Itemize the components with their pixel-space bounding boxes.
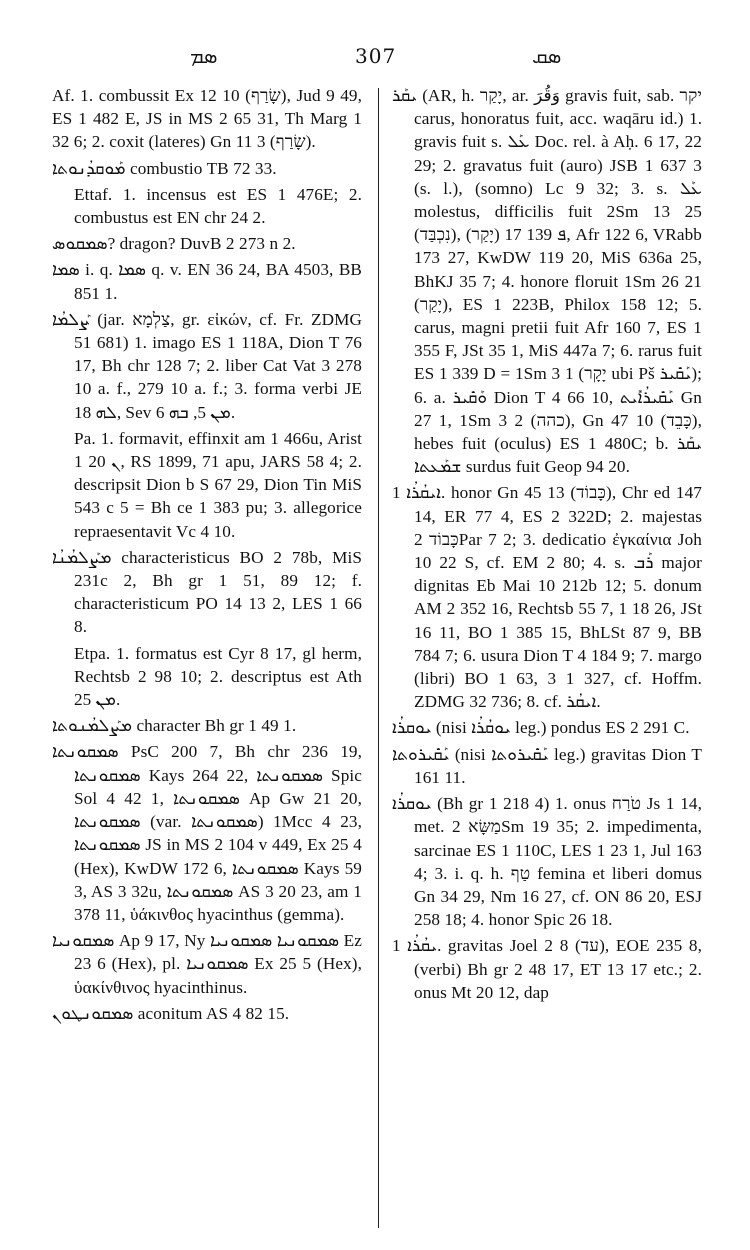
entry-paragraph: ܣܡܐ i. q. ܣܡܐ q. v. EN 36 24, BA 4503, BB 851 1. [52, 260, 362, 303]
left-column [52, 84, 362, 1028]
entry-paragraph: ܡܨܰܠܡܳܢܘܬܐ character Bh gr 1 49 1. [52, 716, 297, 736]
entry-paragraph: ܝܘܩܪܳܐ (Bh gr 1 218 4) 1. onus טֹרַח Js 1 14, met. מַשָּׂא 2Sm 19 35; 2. impedimenta, sarcinae ES 1 110C, LES 1 23 1, Jul 163 4; 3. i. q. h. טַף femina et liberi domus Gn 34 29, Nm 16 27, cf. ON 86 20, ESJ 258 18; 4. honor Spic 26 18. [392, 794, 703, 930]
page-number: 307 [355, 44, 397, 68]
entry-paragraph: Ettaf. 1. incensus est ES 1 476E; 2. combustus est EN chr 24 2. [74, 184, 362, 228]
entry-paragraph: Af. 1. combussit Ex 12 10 (שָׂרַף), Jud 9 49, ES 1 482 E, JS in MS 2 65 31, Th Marg 1 32 6; 2. coxit (lateres) Gn 11 3 (שָׂרַף). [52, 86, 362, 152]
entry-paragraph: ܣܡܩܘܢܬܐ PsC 200 7, Bh chr 236 19, ܣܡܩܘܢܬܐ Kays 264 22, ܣܡܩܘܢܬܐ Spic Sol 4 42 1, ܣܡܩܘܢܬܐ Ap Gw 21 20, ܣܡܩܘܢܬܐ (var. ܣܡܩܘܢܬܐ) 1Mcc 4 23, ܣܡܩܘܢܬܐ JS in MS 2 104 v 449, Ex 25 4 (Hex), KwDW 172 6, ܣܡܩܘܢܬܐ Kays 59 3, AS 3 32u, ܣܡܩܘܢܬܐ AS 3 20 23, am 1 378 11, ὑάκινθος hyacinthus (gemma). [52, 742, 362, 924]
entry-paragraph: ܝܩܳܪܳܐ 1. gravitas Joel 2 8 (עד), EOE 235 8, (verbi) Bh gr 2 48 17, ET 13 17 etc.; 2. onus Mt 20 12, dap [392, 936, 703, 1002]
entry-paragraph: ܣܡܩܘܢܛܘܢ aconitum AS 4 82 15. [52, 1003, 290, 1023]
entry-paragraph: Etpa. 1. formatus est Cyr 8 17, gl herm, Rechtsb 2 98 10; 2. descriptus est Ath ܡܢ 25. [74, 643, 362, 710]
entry-paragraph: ܡܰܘܩܕܳܢܘܬܐ combustio TB 72 33. [52, 158, 277, 178]
column-divider [378, 88, 379, 1228]
running-head-left: ܣܡ [190, 44, 218, 68]
right-column [392, 84, 702, 1007]
entry-paragraph: Pa. 1. formavit, effinxit am 1 466u, Arist 1 ܢ 20, RS 1899, 71 apu, JARS 58 4; 2. descripsit Dion b S 67 29, Dion Tin MiS 543 c 5 = Bh ce 1 383 pu; 3. allegorice repraesentavit Vc 4 10. [74, 428, 362, 541]
entry-paragraph: ܝܰܩܺܝܪܘܬܐ (nisi ܝܰܩܺܝܪܘܬܐ leg.) gravitas Dion T 161 11. [392, 744, 702, 787]
entry-paragraph: ܡܨܰܠܡܳܢܳܐ characteristicus BO 2 78b, MiS 231c 2, Bh gr 1 51, 89 12; f. characteristicum PO 14 13 2, LES 1 66 8. [52, 547, 362, 637]
running-head-right: ܣܩ [532, 44, 562, 68]
entry-paragraph: ܝܘܩܪܳܐ (nisi ܝܘܩܳܪܳܐ leg.) pondus ES 2 291 C. [392, 718, 690, 738]
entry-paragraph: ܝܩܰܪ (AR, h. יָקַר, ar. وَقُرَ gravis fuit, sab. יקר carus, honoratus fuit, acc. waqāru id.) 1. gravis fuit s. ܥܰܠ Doc. rel. à Aḥ. 6 17, 22 29; 2. gravatus fuit (auro) JSB 1 637 3 (s. l.), (somno) Lc 9 32; 3. s. ܥܰܠ molestus, difficilis fuit 2Sm 13 25 (נִכְבַּד), ܦ 139 17 (יָקַר), Afr 122 6, VRabb 173 27, KwDW 119 20, MiS 636a 25, BhKJ 35 7; 4. honore floruit 1Sm 26 21 (יָקַר), ES 1 223B, Philox 158 12; 5. carus, magni pretii fuit Afr 160 7, ES 1 355 F, JSt 35 1, MiS 447a 7; 6. rarus fuit ES 1 339 D = 1Sm 3 1 (יָקָר ubi Pš ܝܰܩܺܝܪ); 6. a. ܘܰܩܺܝܪ Dion T 4 66 10, ܝܰܩܺܝܪܳܐܺܝܬ Gn 27 1, 1Sm 3 2 (כהה), Gn 47 10 (כָּבֵד), hebes fuit (oculus) ES 1 480C; b. ܝܩܰܪ ܫܡܰܥܬܐ surdus fuit Geop 94 20. [392, 86, 703, 477]
entry-paragraph: ܣܡܩܘܣ? dragon? DuvB 2 273 n 2. [52, 234, 296, 254]
entry-paragraph: ܣܡܩܘܢܝܐ Ap 9 17, Ny ܣܡܩܘܢܝܐ ܣܡܩܘܢܝܐ Ez 23 6 (Hex), pl. ܣܡܩܘܢܝܐ Ex 25 5 (Hex), ὑακίνθινος hyacinthinus. [52, 931, 362, 997]
entry-paragraph: ܐܝܩܳܪܳܐ 1. honor Gn 45 13 (כָּבוֹד), Chr ed 147 14, ER 77 4, ES 2 322D; 2. majestas כָּבוֹד 2Par 7 2; 3. dedicatio ἐγκαίνια Joh 10 22 S, cf. EM 2 80; 4. s. ܪܰܒ major dignitas Eb Mai 10 212b 12; 5. donum AM 2 352 16, Rechtsb 55 7, 1 18 26, JSt 16 11, BO 1 385 15, BhLSt 87 9, BB 784 7; 6. usura Dion T 4 184 9; 7. margo (libri) BO 1 63, 3 1 327, cf. Hoffm. ZDMG 32 736; 8. cf. ܐܝܩܳܪ. [392, 483, 702, 712]
entry-paragraph: ܨܰܠܡܳܐ (jar. צַלְמָא, gr. εἰκών, cf. Fr. ZDMG 51 681) 1. imago ES 1 118A, Dion T 76 17, Bh chr 128 7; 2. liber Cat Vat 3 278 10 a. f., 279 10 a. f.; 3. forma verbi JE ܠܗ 18, Sev ܡܢ 5, ܒܗ 6. [52, 309, 362, 422]
